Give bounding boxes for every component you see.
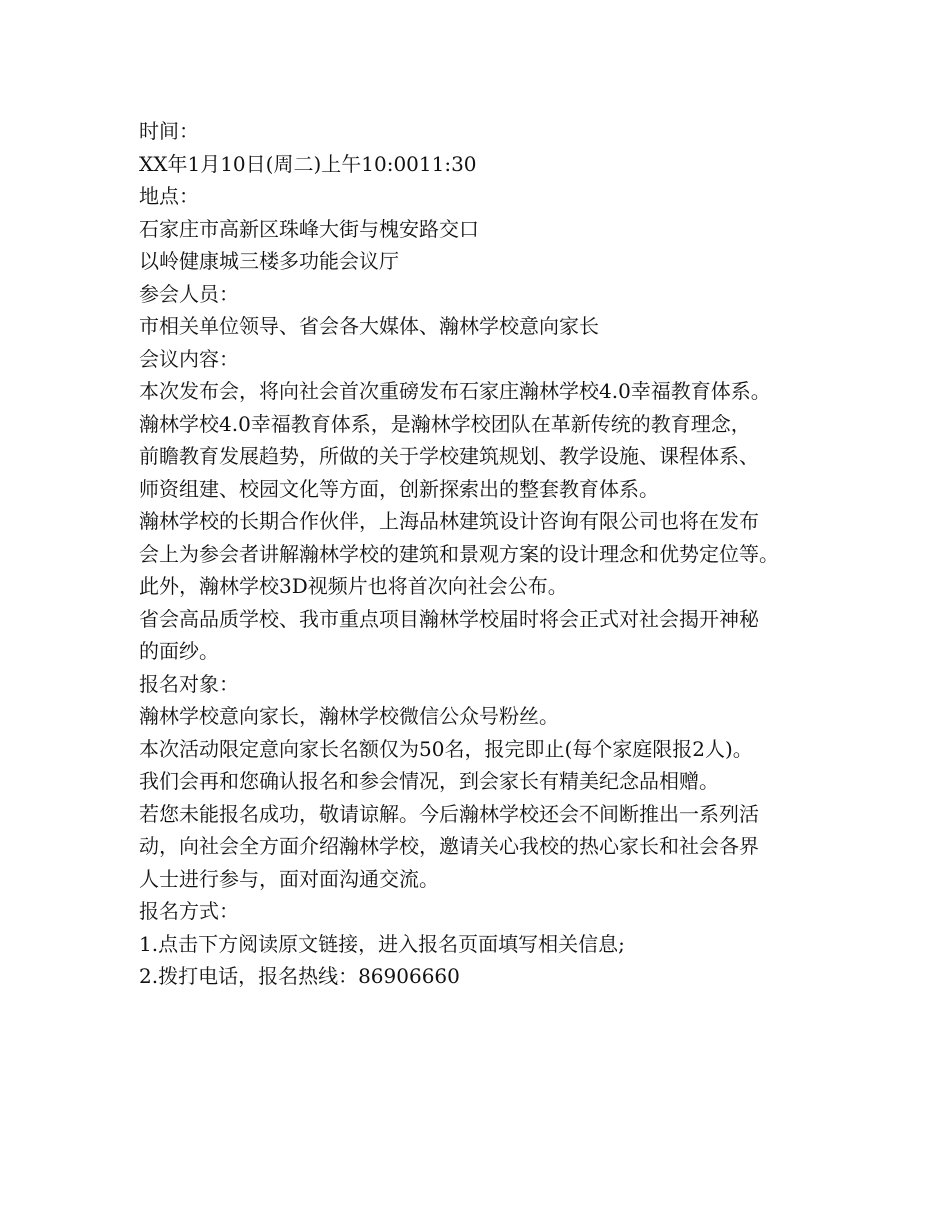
method-item-2: 2.拨打电话，报名热线：86906660 (139, 964, 460, 988)
content-line-8: 省会高品质学校、我市重点项目瀚林学校届时将会正式对社会揭开神秘 (139, 606, 759, 631)
label-time: 时间： (139, 119, 199, 143)
content-line-1: 本次发布会，将向社会首次重磅发布石家庄瀚林学校4.0幸福教育体系。 (139, 379, 771, 403)
target-line-4: 若您未能报名成功，敬请谅解。今后瀚林学校还会不间断推出一系列活 (139, 801, 759, 826)
location-line-1: 石家庄市高新区珠峰大街与槐安路交口 (139, 216, 479, 241)
target-line-2: 本次活动限定意向家长名额仅为50名，报完即止(每个家庭限报2人)。 (139, 736, 753, 761)
target-line-3: 我们会再和您确认报名和参会情况，到会家长有精美纪念品相赠。 (139, 769, 719, 793)
label-meeting-content: 会议内容： (139, 346, 239, 371)
content-line-7: 此外，瀚林学校3D视频片也将首次向社会公布。 (139, 574, 568, 598)
content-line-4: 师资组建、校园文化等方面，创新探索出的整套教育体系。 (139, 476, 659, 501)
target-line-6: 人士进行参与，面对面沟通交流。 (139, 866, 439, 891)
content-line-2: 瀚林学校4.0幸福教育体系，是瀚林学校团队在革新传统的教育理念， (139, 411, 751, 436)
time-value: XX年1月10日(周二)上午10:0011:30 (139, 151, 477, 176)
content-line-3: 前瞻教育发展趋势，所做的关于学校建筑规划、教学设施、课程体系、 (139, 444, 759, 468)
document-body (139, 115, 839, 993)
attendees-value: 市相关单位领导、省会各大媒体、瀚林学校意向家长 (139, 314, 599, 338)
target-line-5: 动，向社会全方面介绍瀚林学校，邀请关心我校的热心家长和社会各界 (139, 834, 759, 858)
label-attendees: 参会人员： (139, 281, 239, 306)
content-line-5: 瀚林学校的长期合作伙伴，上海品林建筑设计咨询有限公司也将在发布 (139, 509, 759, 533)
method-item-1: 1.点击下方阅读原文链接，进入报名页面填写相关信息; (139, 931, 625, 956)
label-registration-method: 报名方式： (139, 899, 239, 923)
target-line-1: 瀚林学校意向家长，瀚林学校微信公众号粉丝。 (139, 704, 559, 728)
content-line-9: 的面纱。 (139, 639, 219, 663)
content-line-6: 会上为参会者讲解瀚林学校的建筑和景观方案的设计理念和优势定位等。 (139, 541, 779, 566)
location-line-2: 以岭健康城三楼多功能会议厅 (139, 249, 399, 273)
label-location: 地点： (139, 184, 199, 208)
label-registration-target: 报名对象： (139, 671, 239, 696)
